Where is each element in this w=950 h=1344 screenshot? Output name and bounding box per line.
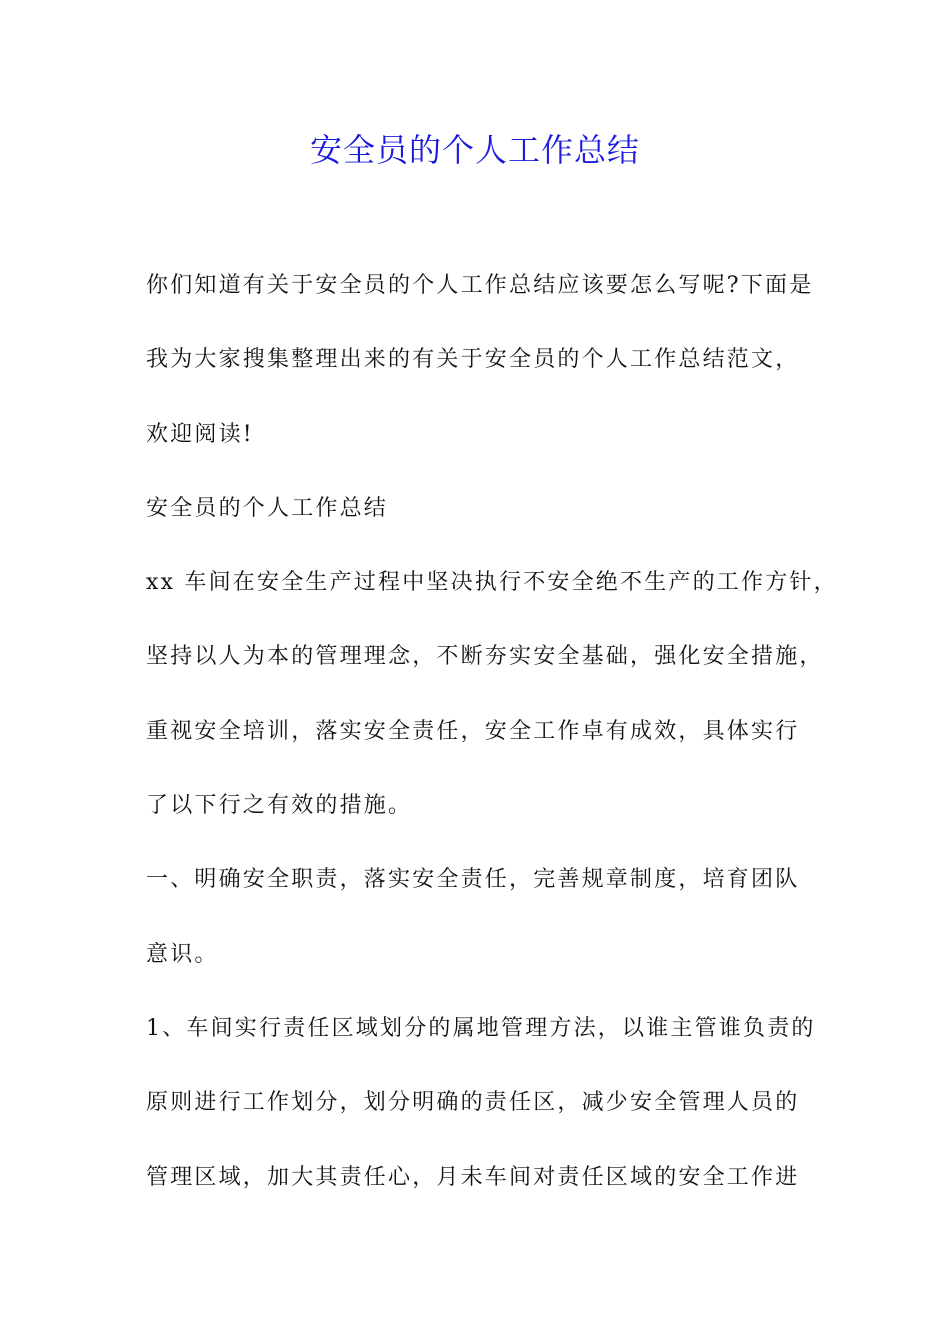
document-body [146,261,836,1227]
body-line: 我为大家搜集整理出来的有关于安全员的个人工作总结范文， [146,347,800,373]
body-line: xx 车间在安全生产过程中坚决执行不安全绝不生产的工作方针， [146,570,838,596]
body-line: 管理区域，加大其责任心，月未车间对责任区域的安全工作进 [146,1164,800,1190]
body-line: 原则进行工作划分，划分明确的责任区，减少安全管理人员的 [146,1090,800,1116]
body-line: 你们知道有关于安全员的个人工作总结应该要怎么写呢?下面是 [146,273,814,298]
body-line: 了以下行之有效的措施。 [146,793,413,819]
section-heading: 安全员的个人工作总结 [146,495,389,521]
body-line: 欢迎阅读! [146,421,254,447]
body-line: 1、车间实行责任区域划分的属地管理方法，以谁主管谁负责的 [146,1015,816,1041]
body-line: 坚持以人为本的管理理念，不断夯实安全基础，强化安全措施， [146,644,824,670]
body-line: 重视安全培训，落实安全责任，安全工作卓有成效，具体实行 [146,718,800,744]
body-line: 一、明确安全职责，落实安全责任，完善规章制度，培育团队 [146,867,800,893]
document-title: 安全员的个人工作总结 [309,131,640,169]
body-line: 意识。 [146,941,219,967]
